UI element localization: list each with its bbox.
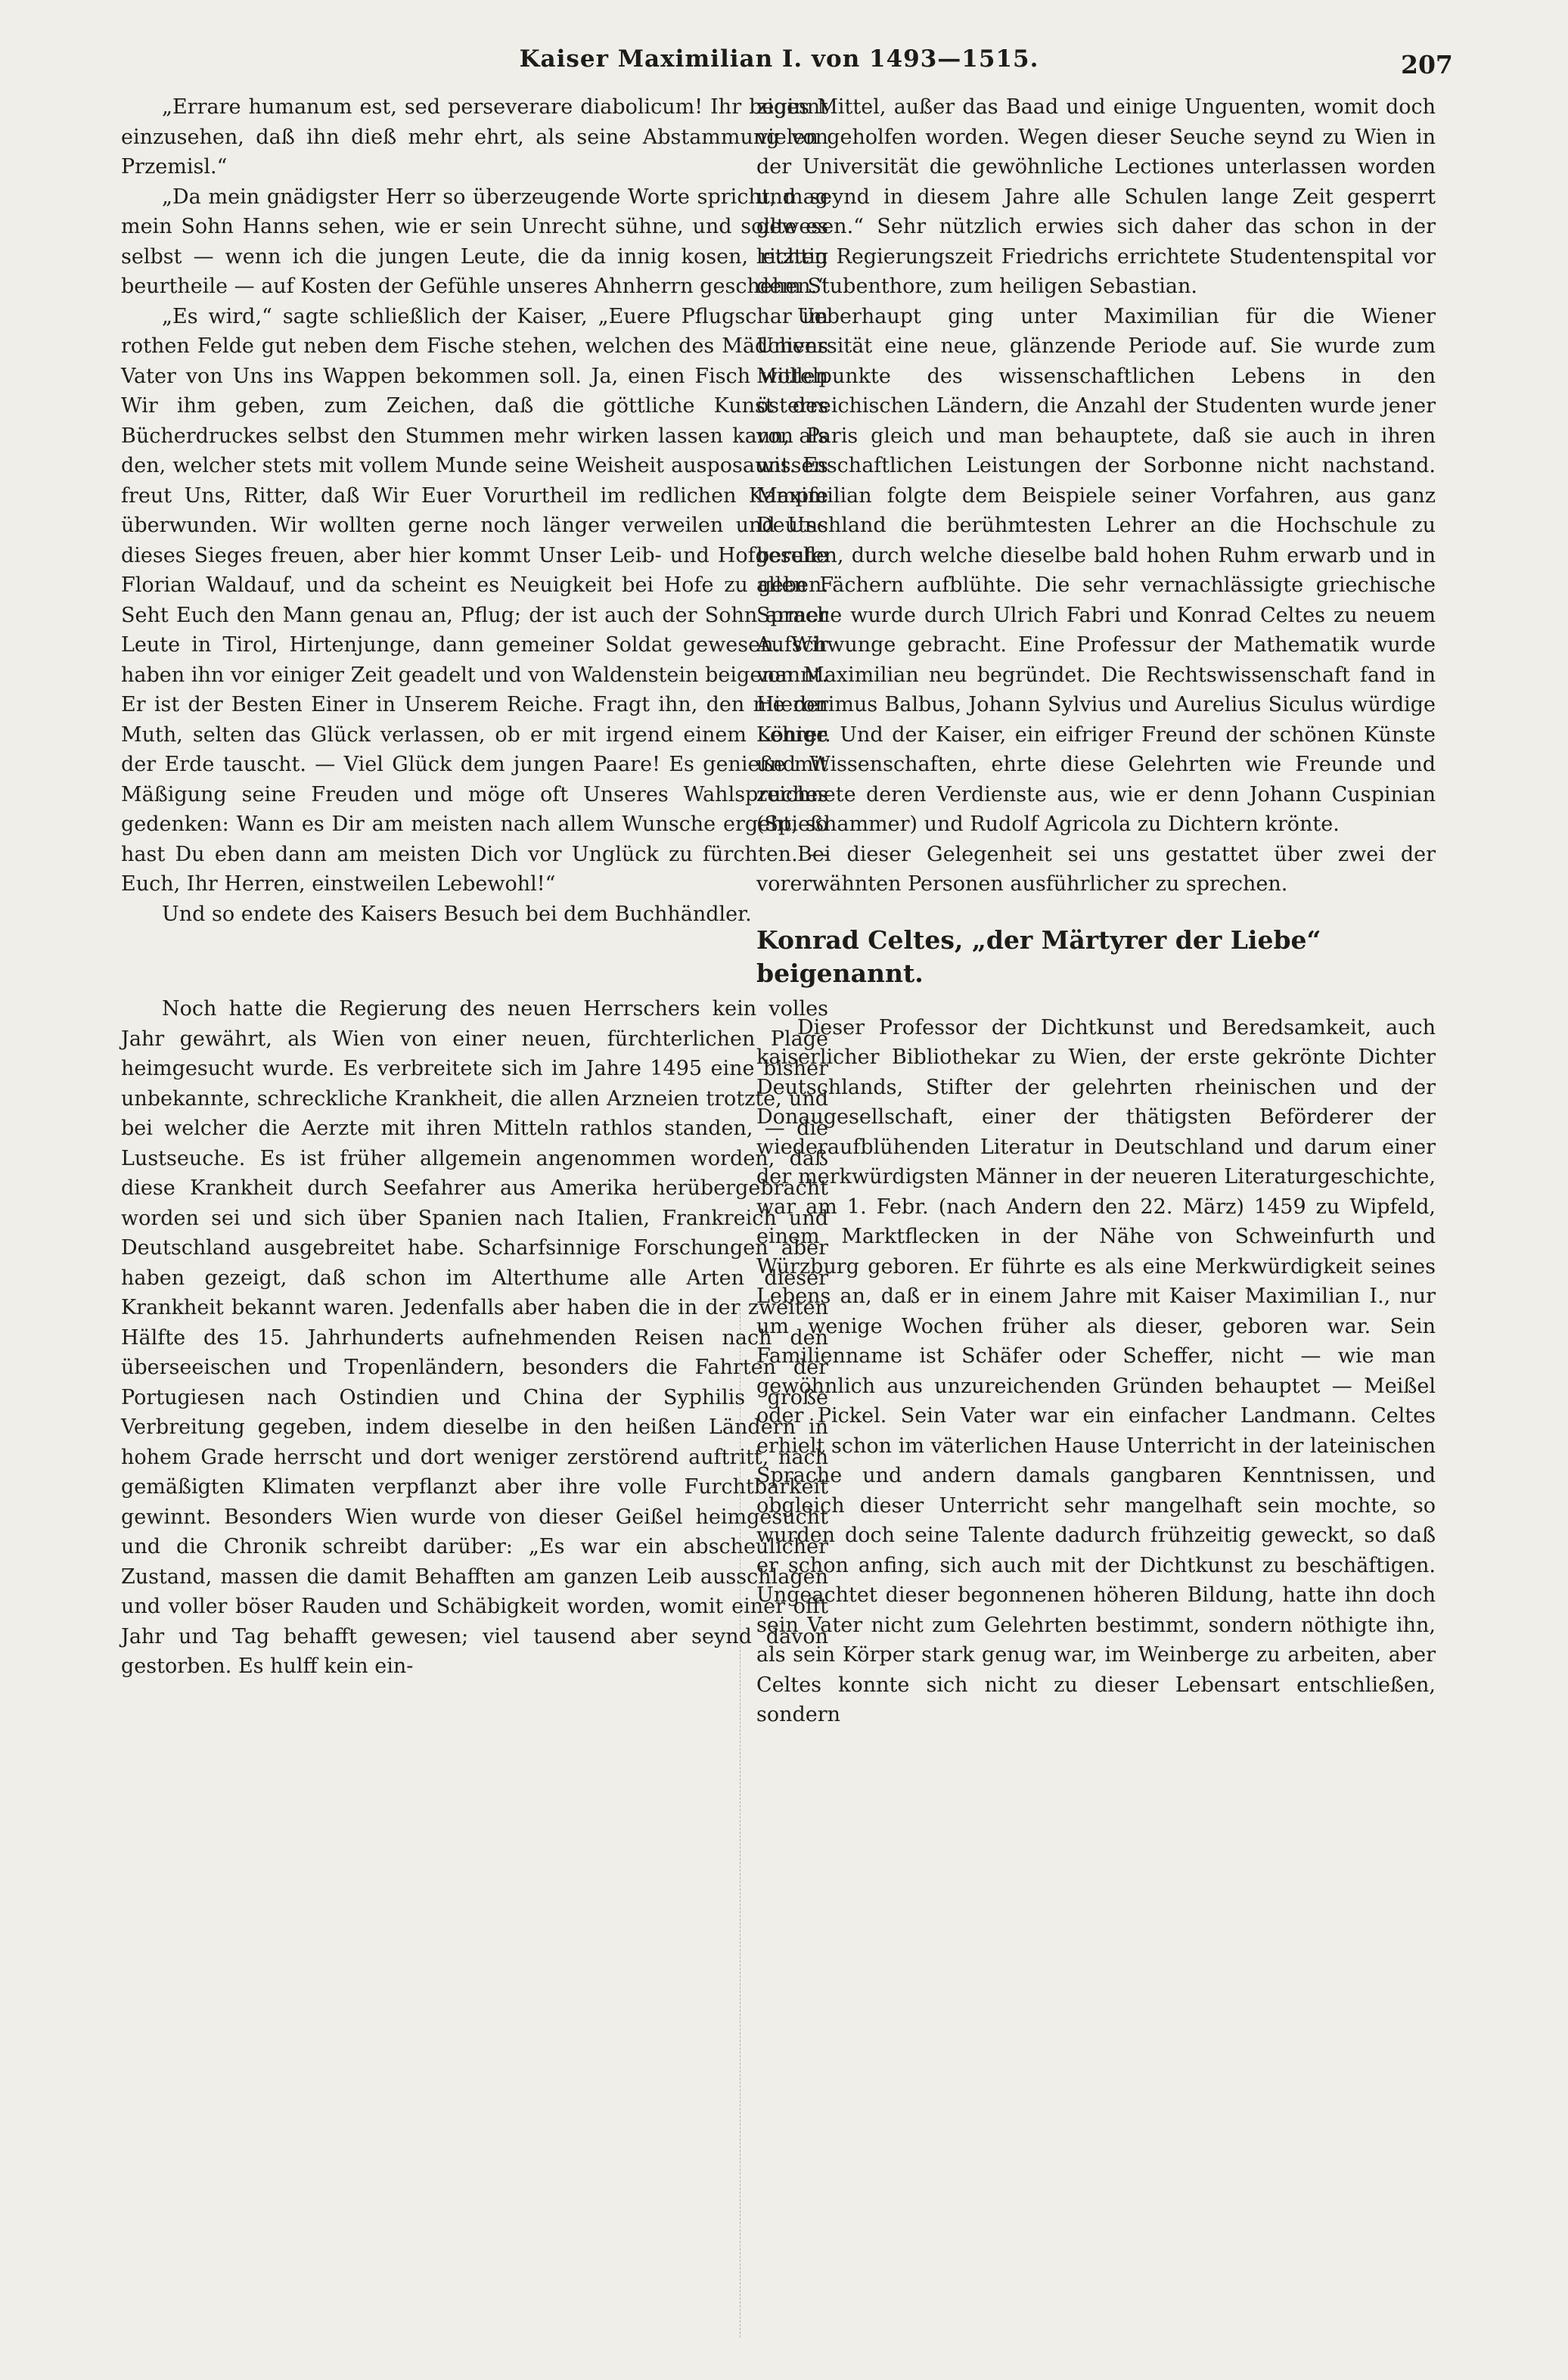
paragraph: ziges Mittel, außer das Baad und einige Unguenten, womit doch vielen geholfen worden. Wegen dieser Seuche seynd zu Wien in der Universität die gewöhnliche Lectiones unterlassen worden und seynd in diesem Jahre alle Schulen lange Zeit gesperrt gewesen.“ Sehr nützlich erwies sich daher das schon in der letzten Regierungszeit Friedrichs errichtete Studentenspital vor dem Stubenthore, zum heiligen Sebastian. [756, 95, 1436, 298]
page-header [0, 39, 1568, 85]
paragraph: Dieser Professor der Dichtkunst und Beredsamkeit, auch kaiserlicher Bibliothekar zu Wien, der erste gekrönte Dichter Deutschlands, Stifter der gelehrten rheinischen und der Donaugesellschaft, einer der thätigsten Beförderer der wiederaufblühenden Literatur in Deutschland und darum einer der merkwürdigsten Männer in der neueren Literaturgeschichte, war am 1. Febr. (nach Andern den 22. März) 1459 zu Wipfeld, einem Marktflecken in der Nähe von Schweinfurth und Würzburg geboren. Er führte es als eine Merkwürdigkeit seines Lebens an, daß er in einem Jahre mit Kaiser Maximilian I., nur um wenige Wochen früher als dieser, geboren war. Sein Familienname ist Schäfer oder Scheffer, nicht — wie man gewöhnlich aus unzureichenden Gründen behauptet — Meißel oder Pickel. Sein Vater war ein einfacher Landmann. Celtes erhielt schon im väterlichen Hause Unterricht in der lateinischen Sprache und andern damals gangbaren Kenntnissen, und obgleich dieser Unterricht sehr mangelhaft sein mochte, so wurden doch seine Talente dadurch frühzeitig geweckt, so daß er schon anfing, sich auch mit der Dichtkunst zu beschäftigen. Ungeachtet dieser begonnenen höheren Bildung, hatte ihn doch sein Vater nicht zum Gelehrten bestimmt, sondern nöthigte ihn, als sein Körper stark genug war, im Weinberge zu arbeiten, aber Celtes konnte sich nicht zu dieser Lebensart entschließen, sondern [756, 1015, 1436, 1726]
paragraph: Ueberhaupt ging unter Maximilian für die Wiener Universität eine neue, glänzende Periode auf. Sie wurde zum Mittelpunkte des wissenschaftlichen Lebens in den österreichischen Ländern, die Anzahl der Studenten wurde jener von Paris gleich und man behauptete, daß sie auch in ihren wissenschaftlichen Leistungen der Sorbonne nicht nachstand. Maximilian folgte dem Beispiele seiner Vorfahren, aus ganz Deutschland die berühmtesten Lehrer an die Hochschule zu berufen, durch welche dieselbe bald hohen Ruhm erwarb und in allen Fächern aufblühte. Die sehr vernachlässigte griechische Sprache wurde durch Ulrich Fabri und Konrad Celtes zu neuem Aufschwunge gebracht. Eine Professur der Mathematik wurde von Maximilian neu begründet. Die Rechtswissenschaft fand in Hieronimus Balbus, Johann Sylvius und Aurelius Siculus würdige Lehrer. Und der Kaiser, ein eifriger Freund der schönen Künste und Wissenschaften, ehrte diese Gelehrten wie Freunde und zeichnete deren Verdienste aus, wie er denn Johann Cuspinian (Spießhammer) und Rudolf Agricola zu Dichtern krönte. [756, 304, 1436, 836]
right-column [756, 92, 1436, 1730]
paragraph: „Errare humanum est, sed perseverare diabolicum! Ihr beginnt einzusehen, daß ihn dieß mehr ehrt, als seine Abstammung von Przemisl.“ [121, 95, 828, 179]
running-title: Kaiser Maximilian I. von 1493—1515. [519, 45, 1039, 73]
paragraph: Noch hatte die Regierung des neuen Herrschers kein volles Jahr gewährt, als Wien von einer neuen, fürchterlichen Plage heimgesucht wurde. Es verbreitete sich im Jahre 1495 eine bisher unbekannte, schreckliche Krankheit, die allen Arzneien trotzte, und bei welcher die Aerzte mit ihren Mitteln rathlos standen, — die Lustseuche. Es ist früher allgemein angenommen worden, daß diese Krankheit durch Seefahrer aus Amerika herübergebracht worden sei und sich über Spanien nach Italien, Frankreich und Deutschland ausgebreitet habe. Scharfsinnige Forschungen aber haben gezeigt, daß schon im Alterthume alle Arten dieser Krankheit bekannt waren. Jedenfalls aber haben die in der zweiten Hälfte des 15. Jahrhunderts aufnehmenden Reisen nach den überseeischen und Tropenländern, besonders die Fahrten der Portugiesen nach Ostindien und China der Syphilis große Verbreitung gegeben, indem dieselbe in den heißen Ländern in hohem Grade herrscht und dort weniger zerstörend auftritt, nach gemäßigten Klimaten verpflanzt aber ihre volle Furchtbarkeit gewinnt. Besonders Wien wurde von dieser Geißel heimgesucht und die Chronik schreibt darüber: „Es war ein abscheulicher Zustand, massen die damit Behafften am ganzen Leib ausschlagen und voller böser Rauden und Schäbigkeit worden, womit einer offt Jahr und Tag behafft gewesen; viel tausend aber seynd davon gestorben. Es hulff kein ein- [121, 997, 828, 1678]
left-column [121, 92, 828, 1682]
paragraph: Und so endete des Kaisers Besuch bei dem Buchhändler. [162, 902, 752, 926]
paragraph: Bei dieser Gelegenheit sei uns gestattet über zwei der vorerwähnten Personen ausführlicher zu sprechen. [756, 842, 1436, 896]
paragraph: „Es wird,“ sagte schließlich der Kaiser, „Euere Pflugschar im rothen Felde gut neben dem Fische stehen, welchen des Mädchens Vater von Uns ins Wappen bekommen soll. Ja, einen Fisch wollen Wir ihm geben, zum Zeichen, daß die göttliche Kunst des Bücherdruckes selbst den Stummen mehr wirken lassen kann, als den, welcher stets mit vollem Munde seine Weisheit ausposaunt. Es freut Uns, Ritter, daß Wir Euer Vorurtheil im redlichen Kampfe überwunden. Wir wollten gerne noch länger verweilen und Uns dieses Sieges freuen, aber hier kommt Unser Leib- und Hofgeselle Florian Waldauf, und da scheint es Neuigkeit bei Hofe zu geben. Seht Euch den Mann genau an, Pflug; der ist auch der Sohn armer Leute in Tirol, Hirtenjunge, dann gemeiner Soldat gewesen. Wir haben ihn vor einiger Zeit geadelt und von Waldenstein beigenannt. Er ist der Besten Einer in Unserem Reiche. Fragt ihn, den nie der Muth, selten das Glück verlassen, ob er mit irgend einem Könige der Erde tauscht. — Viel Glück dem jungen Paare! Es genieße mit Mäßigung seine Freuden und möge oft Unseres Wahlspruches gedenken: Wann es Dir am meisten nach allem Wunsche ergeht, so hast Du eben dann am meisten Dich vor Unglück zu fürchten. — Euch, Ihr Herren, einstweilen Lebewohl!“ [121, 304, 828, 896]
paragraph: „Da mein gnädigster Herr so überzeugende Worte spricht, mag mein Sohn Hanns sehen, wie er sein Unrecht sühne, und sollte es selbst — wenn ich die jungen Leute, die da innig kosen, richtig beurtheile — auf Kosten der Gefühle unseres Ahnherrn geschehen.“ [121, 185, 828, 298]
page-number: 207 [1401, 50, 1453, 79]
column-divider [740, 1309, 742, 2338]
section-gap [121, 929, 828, 994]
section-heading: Konrad Celtes, „der Märtyrer der Liebe“ beigenannt. [756, 924, 1321, 988]
